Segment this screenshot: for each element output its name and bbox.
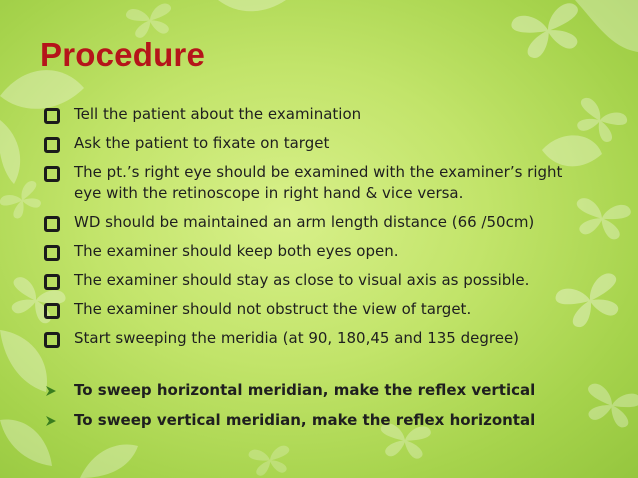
arrow-point-list — [44, 380, 584, 431]
arrow-bullet-icon — [45, 385, 57, 397]
bullet-item — [44, 270, 574, 291]
bullet-item — [44, 299, 574, 320]
arrow-bullet-icon — [45, 415, 57, 427]
bullet-item — [44, 133, 574, 154]
square-bullet-icon — [44, 216, 60, 232]
slide-title: Procedure — [40, 36, 206, 73]
bullet-text: Start sweeping the meridia (at 90, 180,45 and 135 degree) — [74, 329, 520, 347]
bullet-text: WD should be maintained an arm length distance (66 /50cm) — [74, 213, 535, 231]
butterfly-icon — [581, 382, 638, 431]
arrow-point-text: To sweep vertical meridian, make the reflex horizontal — [74, 411, 536, 429]
butterfly-icon — [125, 2, 175, 39]
arrow-point-text: To sweep horizontal meridian, make the reflex vertical — [74, 381, 536, 399]
bullet-list — [44, 104, 574, 349]
butterfly-icon — [248, 445, 292, 477]
arrow-point-item — [44, 380, 584, 401]
butterfly-icon — [510, 1, 588, 62]
arrow-point-item — [44, 410, 584, 431]
butterfly-icon — [572, 197, 632, 242]
bullet-item — [44, 212, 574, 233]
square-bullet-icon — [44, 303, 60, 319]
bullet-text: Ask the patient to fixate on target — [74, 134, 330, 152]
bullet-item — [44, 104, 574, 125]
bullet-text: The examiner should not obstruct the view of target. — [74, 300, 472, 318]
bullet-item — [44, 162, 574, 204]
square-bullet-icon — [44, 137, 60, 153]
bullet-text: Tell the patient about the examination — [74, 105, 362, 123]
square-bullet-icon — [44, 245, 60, 261]
bullet-text: The examiner should stay as close to visual axis as possible. — [74, 271, 530, 289]
bullet-item — [44, 241, 574, 262]
bullet-text: The examiner should keep both eyes open. — [74, 242, 399, 260]
square-bullet-icon — [44, 166, 60, 182]
square-bullet-icon — [44, 108, 60, 124]
bullet-text: The pt.’s right eye should be examined with the examiner’s right eye with the retinoscope in right hand & vice versa. — [74, 163, 563, 202]
bullet-item — [44, 328, 574, 349]
square-bullet-icon — [44, 332, 60, 348]
butterfly-icon — [0, 179, 47, 223]
square-bullet-icon — [44, 274, 60, 290]
